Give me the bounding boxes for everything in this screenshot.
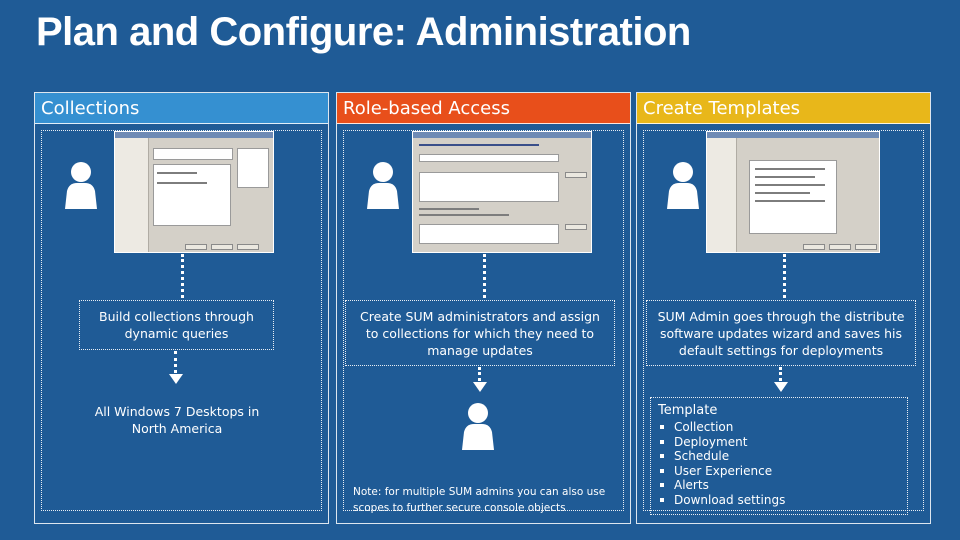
scopes-note: Note: for multiple SUM admins you can also use scopes to further secure console objects [353, 486, 606, 514]
bullet-icon [660, 454, 664, 458]
list-item: Alerts [658, 478, 785, 493]
bullet-icon [660, 440, 664, 444]
user-icon [63, 161, 99, 211]
list-item: Deployment [658, 435, 785, 450]
template-title: Template [658, 403, 718, 418]
bullet-icon [660, 483, 664, 487]
list-item: Collection [658, 420, 785, 435]
bullet-icon [660, 469, 664, 473]
list-item: Schedule [658, 449, 785, 464]
arrow-down-icon [169, 374, 183, 384]
connector-dots [783, 254, 786, 298]
bullet-icon [660, 498, 664, 502]
collection-wizard-screenshot [114, 131, 274, 253]
connector-arrow-line [174, 351, 177, 373]
connector-arrow-line [779, 367, 782, 381]
connector-arrow-line [478, 367, 481, 381]
collections-result: All Windows 7 Desktops in North America [94, 404, 260, 436]
list-item: Download settings [658, 493, 785, 508]
create-templates-header: Create Templates [637, 93, 930, 124]
arrow-down-icon [774, 382, 788, 392]
connector-dots [483, 254, 486, 298]
distribute-updates-step: SUM Admin goes through the distribute software updates wizard and saves his default settings for deployments [646, 300, 916, 366]
security-role-dialog-screenshot [412, 131, 592, 253]
user-icon [460, 402, 496, 452]
deployment-wizard-screenshot [706, 131, 880, 253]
bullet-icon [660, 425, 664, 429]
collections-header: Collections [35, 93, 328, 124]
create-sum-admins-step: Create SUM administrators and assign to collections for which they need to manage updates [345, 300, 615, 366]
role-based-access-header: Role-based Access [337, 93, 630, 124]
build-collections-step: Build collections through dynamic queries [79, 300, 274, 350]
user-icon [665, 161, 701, 211]
slide-title: Plan and Configure: Administration [36, 10, 691, 54]
template-settings-list [658, 420, 785, 507]
arrow-down-icon [473, 382, 487, 392]
connector-dots [181, 254, 184, 298]
list-item: User Experience [658, 464, 785, 479]
user-icon [365, 161, 401, 211]
